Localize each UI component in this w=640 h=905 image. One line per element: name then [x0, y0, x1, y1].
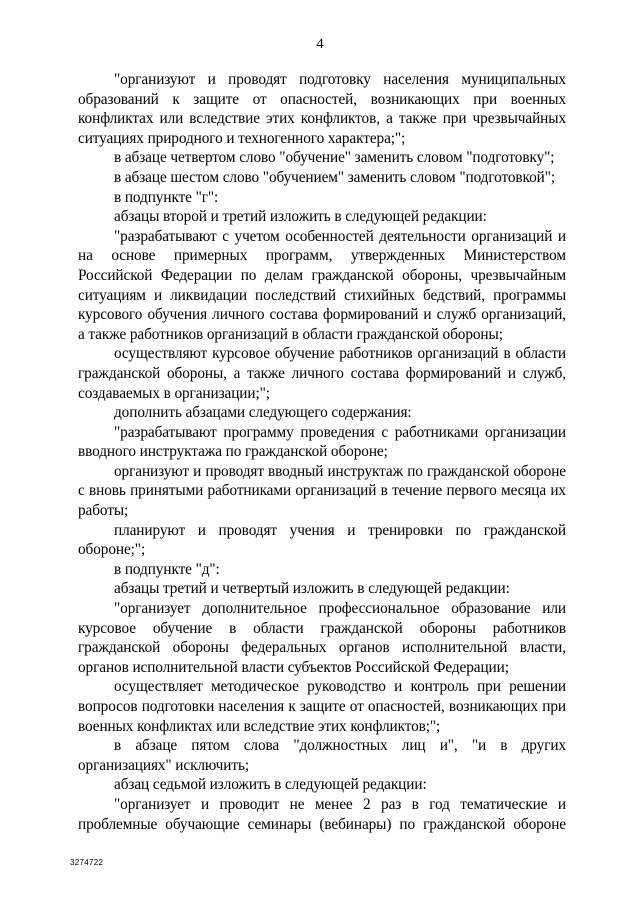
document-body — [78, 70, 566, 834]
paragraph: абзацы второй и третий изложить в следующей редакции: — [114, 208, 487, 226]
paragraph: осуществляет методическое руководство и контроль при решении вопросов подготовки населения к защите от опасностей, возникающих при военных конфликтах или вследствие этих конфликтов;"; — [78, 678, 566, 735]
paragraph: в подпункте "г": — [114, 188, 219, 206]
paragraph: в абзаце четвертом слово "обучение" заменить словом "подготовку"; — [114, 149, 555, 167]
document-id: 3274722 — [70, 858, 104, 867]
paragraph: "организует дополнительное профессиональное образование или курсовое обучение в области гражданской обороны работников гражданской обороны федеральных органов исполнительной власти, органов исполнительной власти субъектов Российской Федерации; — [78, 600, 566, 676]
paragraph: организуют и проводят вводный инструктаж по гражданской обороне с вновь принятыми работниками организаций в течение первого месяца их работы; — [78, 462, 566, 520]
paragraph: дополнить абзацами следующего содержания: — [114, 404, 412, 422]
paragraph: абзацы третий и четвертый изложить в следующей редакции: — [114, 580, 510, 598]
paragraph: "организуют и проводят подготовку населения муниципальных образований к защите от опасностей, возникающих при военных конфликтах или вследствие этих конфликтов, а также при чрезвычайных ситуациях природного и техногенного характера;"; — [78, 71, 566, 147]
paragraph: осуществляют курсовое обучение работников организаций в области гражданской обороны, а также личного состава формирований и служб, создаваемых в организации;"; — [78, 345, 566, 402]
paragraph: "разрабатывают программу проведения с работниками организации вводного инструктажа по гражданской обороне; — [78, 423, 566, 461]
page-number: 4 — [316, 36, 324, 52]
paragraph: в абзаце шестом слово "обучением" заменить словом "подготовкой"; — [114, 168, 556, 186]
paragraph: "разрабатывают с учетом особенностей деятельности организаций и на основе примерных программ, утвержденных Министерством Российской Федерации по делам гражданской обороны, чрезвычайным ситуациям и ликвидации последствий стихийных бедствий, программы курсового обучения личного состава формирований и служб организаций, а также работников организаций в области гражданской обороны; — [78, 227, 566, 343]
paragraph: абзац седьмой изложить в следующей редакции: — [114, 776, 427, 794]
paragraph: в подпункте "д": — [114, 560, 220, 578]
paragraph: в абзаце пятом слова "должностных лиц и", "и в других организациях" исключить; — [78, 737, 566, 774]
paragraph: планируют и проводят учения и тренировки по гражданской обороне;"; — [78, 521, 566, 559]
paragraph: "организует и проводит не менее 2 раз в год тематические и проблемные обучающие семинары (вебинары) по гражданской обороне — [78, 795, 566, 833]
